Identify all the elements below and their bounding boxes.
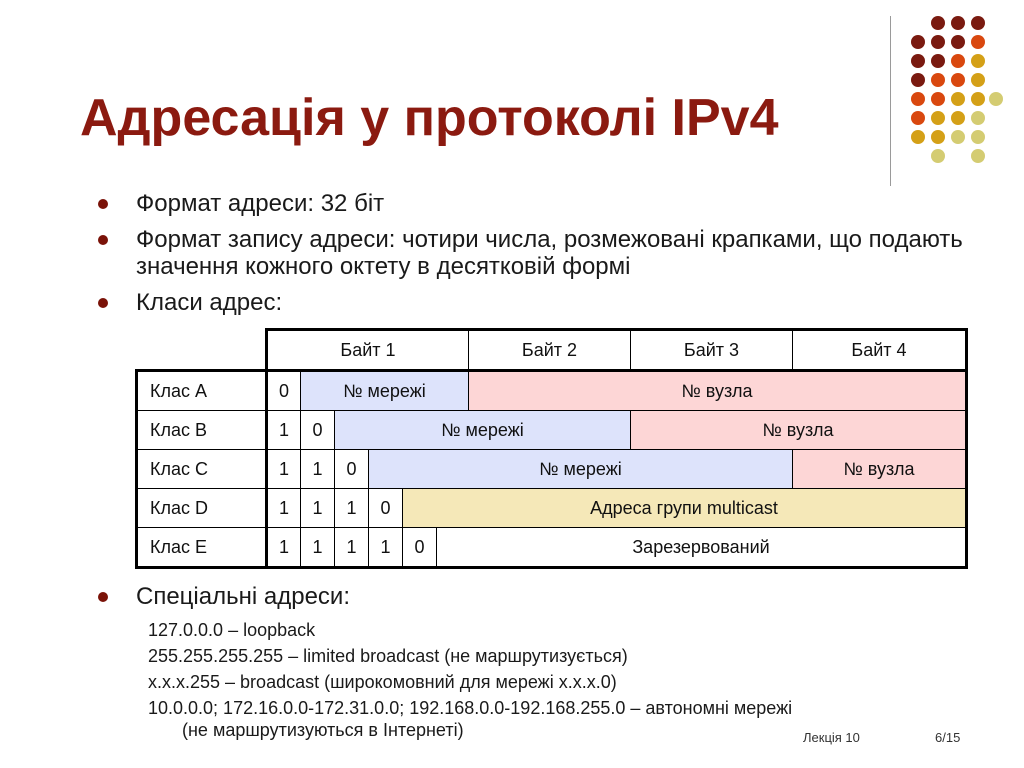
decorative-dot bbox=[951, 54, 965, 68]
network-field: № мережі bbox=[369, 450, 793, 489]
host-field: № вузла bbox=[631, 411, 967, 450]
bullet-text: Формат адреси: 32 біт bbox=[136, 190, 385, 217]
decorative-dot bbox=[911, 35, 925, 49]
table-row-class-b bbox=[137, 411, 967, 450]
header-byte-1: Байт 1 bbox=[267, 330, 469, 371]
header-byte-2: Байт 2 bbox=[469, 330, 631, 371]
bit-cell: 1 bbox=[267, 411, 301, 450]
class-label: Клас A bbox=[137, 371, 267, 411]
header-byte-3: Байт 3 bbox=[631, 330, 793, 371]
decorative-dot bbox=[911, 111, 925, 125]
class-label: Клас C bbox=[137, 450, 267, 489]
host-field: № вузла bbox=[793, 450, 967, 489]
decorative-dot bbox=[951, 130, 965, 144]
address-class-table bbox=[135, 328, 968, 569]
reserved-field: Зарезервований bbox=[437, 528, 967, 568]
bit-cell: 1 bbox=[369, 528, 403, 568]
decorative-dot bbox=[931, 73, 945, 87]
decorative-dot bbox=[971, 16, 985, 30]
bullet-special bbox=[96, 583, 996, 610]
bullet-classes bbox=[96, 289, 996, 316]
decorative-dot bbox=[971, 73, 985, 87]
table-row-class-c bbox=[137, 450, 967, 489]
decorative-dot bbox=[971, 35, 985, 49]
bullet-dot-icon bbox=[98, 235, 108, 245]
special-item-continuation: (не маршрутизуються в Інтернеті) bbox=[182, 720, 464, 740]
host-field: № вузла bbox=[469, 371, 967, 411]
bullet-dot-icon bbox=[98, 592, 108, 602]
decorative-dot bbox=[971, 130, 985, 144]
bit-cell: 1 bbox=[267, 450, 301, 489]
decorative-dot bbox=[931, 92, 945, 106]
bullet-dot-icon bbox=[98, 298, 108, 308]
bullet-text: Спеціальні адреси: bbox=[136, 583, 350, 610]
decorative-dot bbox=[989, 92, 1003, 106]
bit-cell: 1 bbox=[301, 489, 335, 528]
decorative-dot bbox=[931, 130, 945, 144]
class-label: Клас B bbox=[137, 411, 267, 450]
decorative-dot bbox=[951, 73, 965, 87]
decorative-dot bbox=[931, 35, 945, 49]
decorative-dot bbox=[911, 130, 925, 144]
bit-cell: 1 bbox=[267, 528, 301, 568]
bullet-text: Класи адрес: bbox=[136, 289, 283, 316]
decorative-dot bbox=[931, 149, 945, 163]
decorative-dot bbox=[971, 54, 985, 68]
multicast-field: Адреса групи multicast bbox=[403, 489, 967, 528]
bullet-dot-icon bbox=[98, 199, 108, 209]
decorative-dot bbox=[911, 73, 925, 87]
decorative-dot bbox=[951, 111, 965, 125]
bullet-notation bbox=[96, 226, 996, 280]
special-item: 255.255.255.255 – limited broadcast (не маршрутизується) bbox=[148, 646, 628, 666]
class-label: Клас D bbox=[137, 489, 267, 528]
bit-cell: 1 bbox=[335, 489, 369, 528]
table-row-class-a bbox=[137, 371, 967, 411]
special-item: 10.0.0.0; 172.16.0.0-172.31.0.0; 192.168.0.0-192.168.255.0 – автономні мережі bbox=[148, 698, 793, 718]
decorative-dot bbox=[971, 92, 985, 106]
decorative-dot bbox=[971, 149, 985, 163]
special-addresses bbox=[96, 583, 996, 619]
bit-cell: 1 bbox=[301, 528, 335, 568]
network-field: № мережі bbox=[335, 411, 631, 450]
footer-page-number: 6/15 bbox=[935, 730, 961, 745]
decorative-dot bbox=[911, 54, 925, 68]
special-item: x.x.x.255 – broadcast (широкомовний для мережі x.x.x.0) bbox=[148, 672, 617, 692]
network-field: № мережі bbox=[301, 371, 469, 411]
bit-cell: 0 bbox=[301, 411, 335, 450]
decorative-dot bbox=[951, 16, 965, 30]
decorative-dot bbox=[931, 54, 945, 68]
decorative-dot bbox=[911, 92, 925, 106]
bullet-text: Формат запису адреси: чотири числа, розмежовані крапками, що подають значення кожного октету в десятковій формі bbox=[136, 226, 963, 280]
bit-cell: 1 bbox=[301, 450, 335, 489]
slide-title: Адресація у протоколі IPv4 bbox=[80, 89, 779, 147]
class-label: Клас E bbox=[137, 528, 267, 568]
decorative-dot bbox=[951, 35, 965, 49]
decorative-dot bbox=[931, 111, 945, 125]
special-item: 127.0.0.0 – loopback bbox=[148, 620, 316, 640]
header-byte-4: Байт 4 bbox=[793, 330, 967, 371]
bit-cell: 1 bbox=[335, 528, 369, 568]
bullet-address-format bbox=[96, 190, 996, 217]
bit-cell: 0 bbox=[403, 528, 437, 568]
footer-lecture: Лекція 10 bbox=[803, 730, 860, 745]
bit-cell: 0 bbox=[369, 489, 403, 528]
table-row-class-e bbox=[137, 528, 967, 568]
table-header-row bbox=[137, 330, 967, 371]
decorative-dot bbox=[951, 92, 965, 106]
bit-cell: 1 bbox=[267, 489, 301, 528]
decorative-dot bbox=[971, 111, 985, 125]
decorative-dot bbox=[931, 16, 945, 30]
bullet-list bbox=[96, 190, 996, 325]
table-row-class-d bbox=[137, 489, 967, 528]
bit-cell: 0 bbox=[267, 371, 301, 411]
bit-cell: 0 bbox=[335, 450, 369, 489]
divider-line bbox=[890, 16, 891, 186]
